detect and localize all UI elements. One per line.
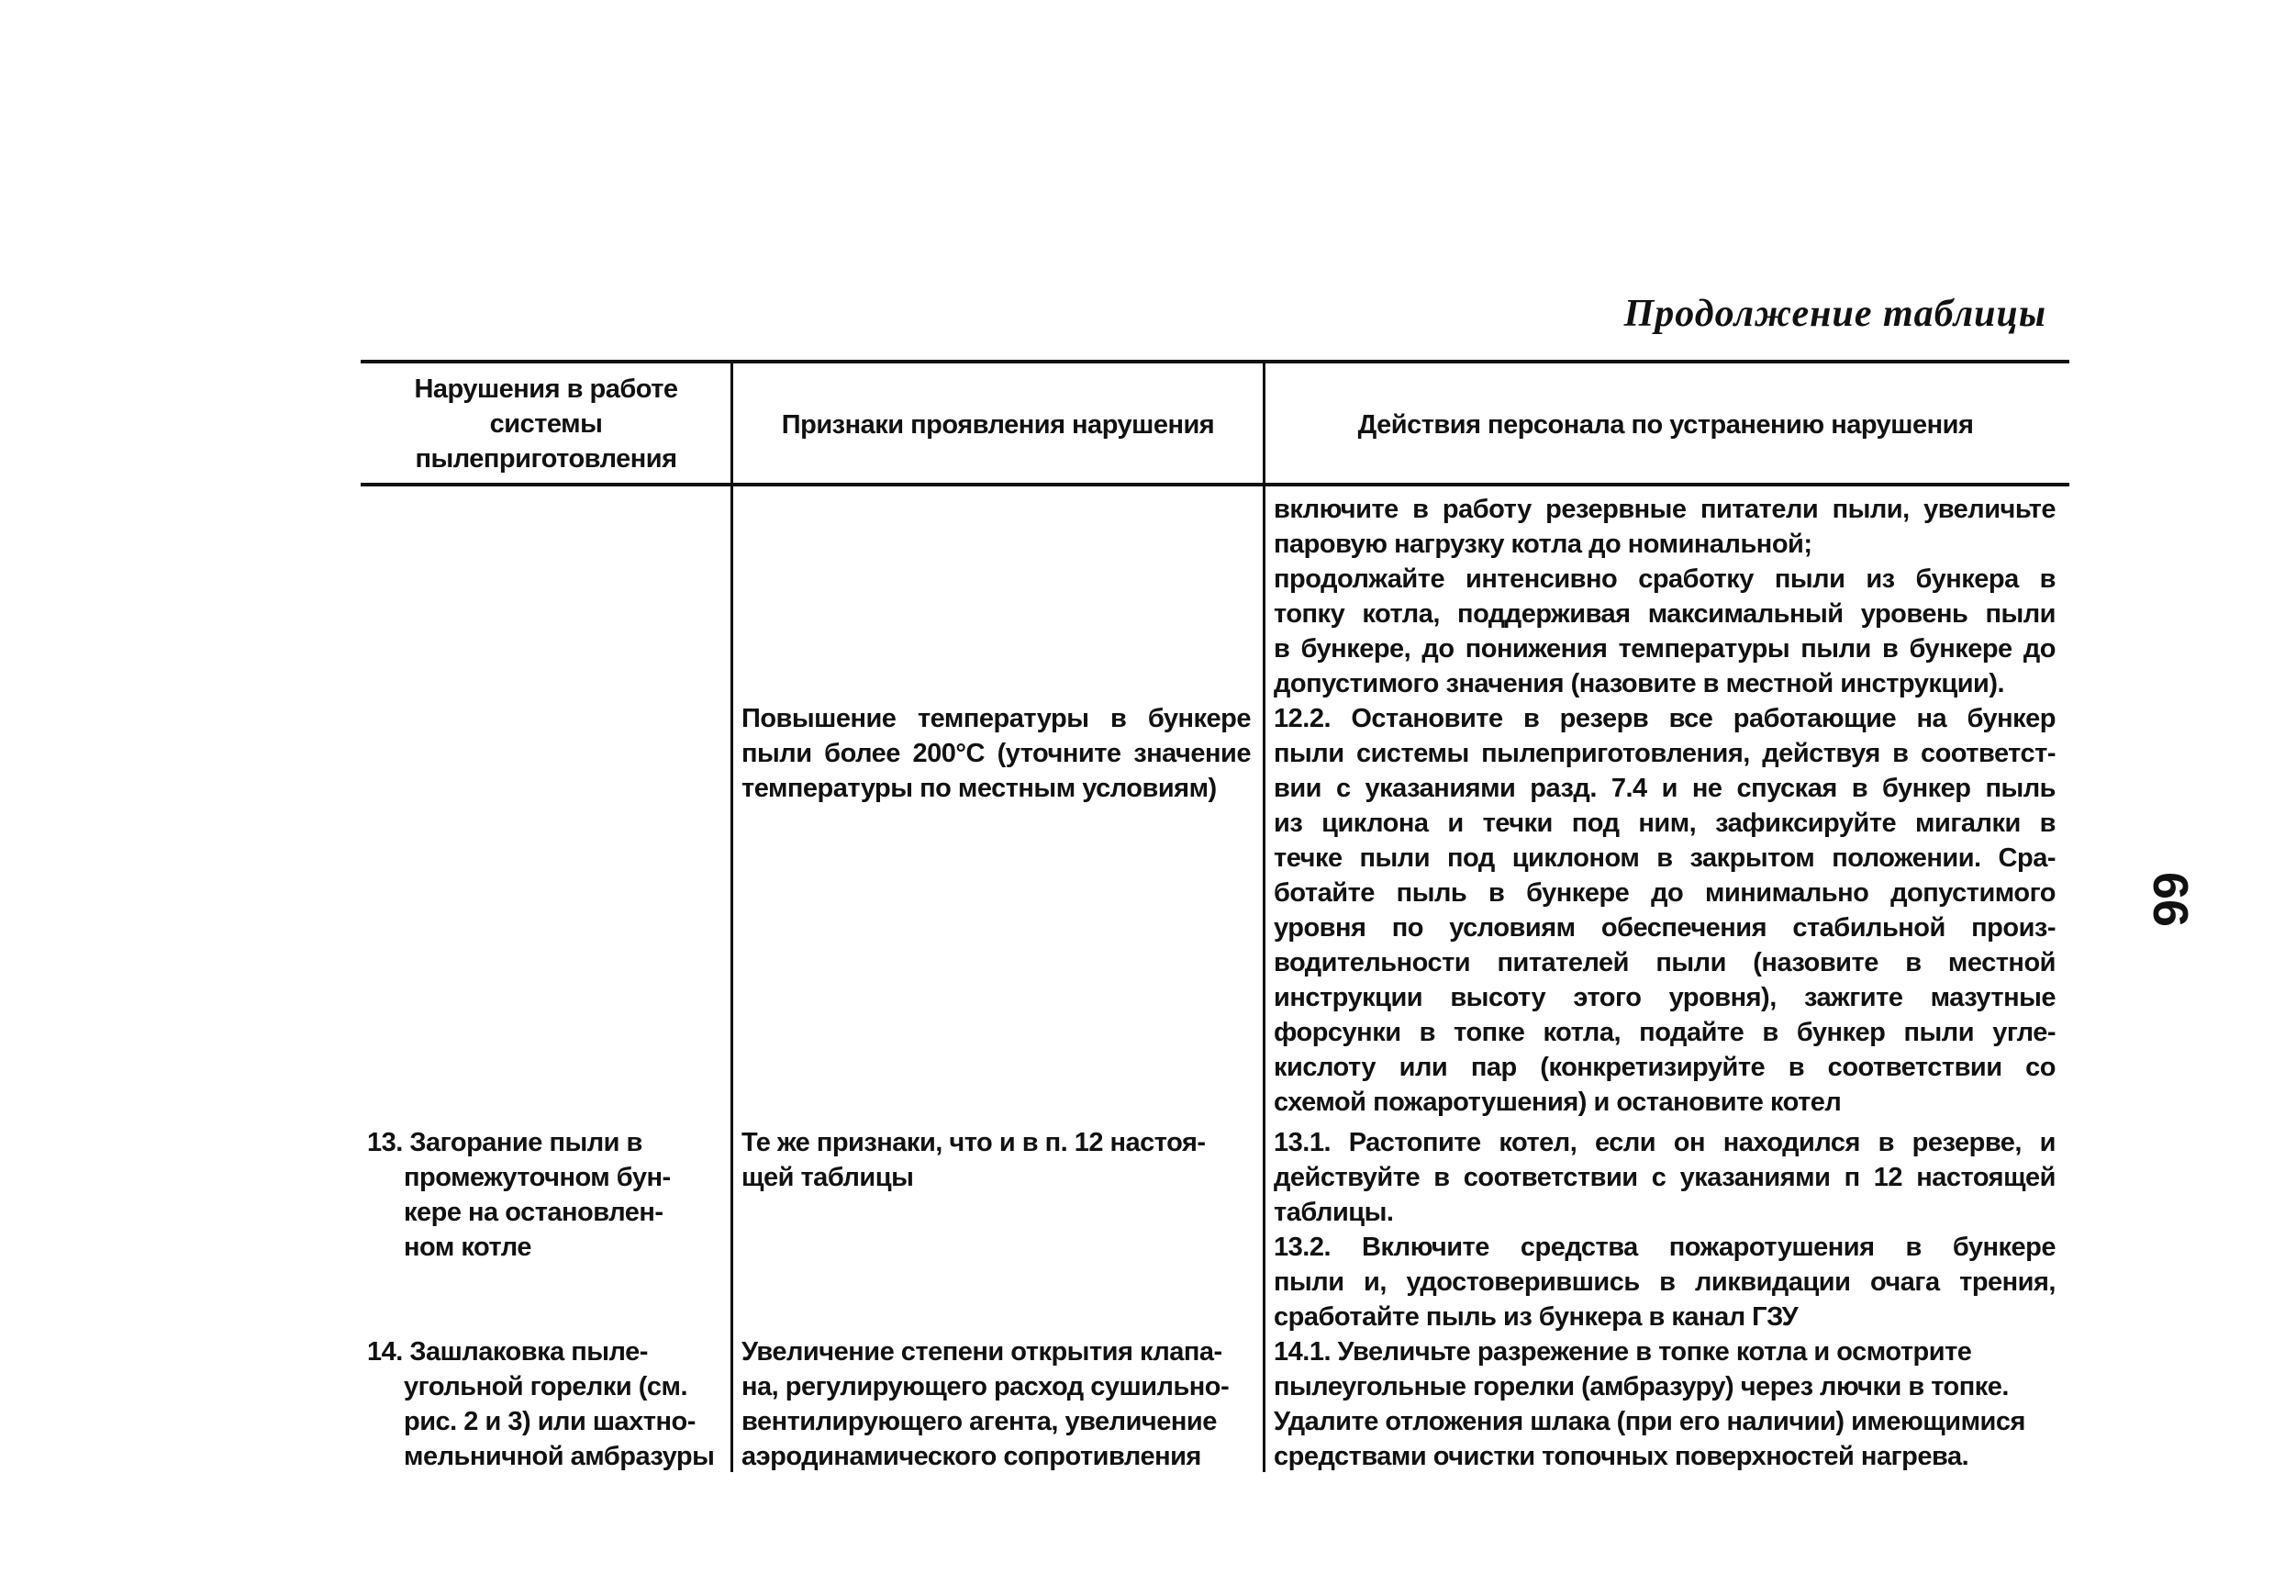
header-symptoms: Признаки проявления нарушения [781,410,1215,440]
text-line: промежуточном бун- [404,1163,671,1192]
text-line: течке пыли под циклоном в закрытом положении. Сра- [1274,843,2056,873]
text-line: вентилирующего агента, увеличение [741,1407,1217,1436]
table-continuation-caption: Продолжение таблицы [1623,293,2046,335]
text-line: таблицы. [1274,1198,1394,1227]
text-line: в бункере, до понижения температуры пыли в бункере до [1274,634,2056,664]
text-line: продолжайте интенсивно сработку пыли из бункера в [1274,564,2056,594]
text-line: рис. 2 и 3) или шахтно- [404,1407,696,1436]
text-line: 13.1. Растопите котел, если он находился в резерве, и [1274,1128,2056,1157]
text-line: из циклона и течки под ним, зафиксируйте мигалки в [1274,809,2056,838]
text-line: 13. Загорание пыли в [367,1128,642,1157]
text-line: кислоту или пар (конкретизируйте в соответствии со [1274,1053,2056,1082]
text-line: Те же признаки, что и в п. 12 настоя- [741,1128,1206,1157]
text-line: угольной горелки (см. [404,1372,688,1401]
text-line: топку котла, поддерживая максимальный уровень пыли [1274,599,2056,629]
text-line: пыли и, удостоверившись в ликвидации очага трения, [1274,1267,2056,1297]
header-bottom-rule [361,483,2069,486]
text-line: включите в работу резервные питатели пыли, увеличьте [1274,495,2056,524]
page-number: 66 [2143,871,2198,928]
column-divider-1 [730,360,733,1472]
text-line: инструкции высоту этого уровня), зажгите мазутные [1274,983,2056,1012]
text-line: ботайте пыль в бункере до минимально допустимого [1274,878,2056,908]
text-line: паровую нагрузку котла до номинальной; [1274,530,1812,559]
text-line: 13.2. Включите средства пожаротушения в бункере [1274,1233,2056,1262]
text-line: уровня по условиям обеспечения стабильной произ- [1274,913,2056,943]
text-line: вии с указаниями разд. 7.4 и не спуская в бункер пыль [1274,774,2056,803]
text-line: пылеугольные горелки (амбразуру) через лючки в топке. [1274,1372,2009,1401]
header-violations: Нарушения в работе системы пылеприготовления [414,374,678,474]
text-line: 14. Зашлаковка пыле- [367,1337,648,1367]
text-line: сработайте пыль из бункера в канал ГЗУ [1274,1302,1799,1332]
text-line: 12.2. Остановите в резерв все работающие на бункер [1274,704,2056,733]
text-line: средствами очистки топочных поверхностей нагрева. [1274,1442,1969,1471]
text-line: Увеличение степени открытия клапа- [741,1337,1222,1367]
text-line: Удалите отложения шлака (при его наличии) имеющимися [1274,1407,2025,1436]
text-line: 14.1. Увеличьте разрежение в топке котла и осмотрите [1274,1337,1972,1367]
row12-symptoms: Повышение температуры в бункере пыли более 200°С (уточните значение температуры по местным условиям) [741,704,1251,803]
text-line: на, регулирующего расход сушильно- [741,1372,1230,1401]
header-actions: Действия персонала по устранению нарушения [1357,410,1974,440]
text-line: аэродинамического сопротивления [741,1442,1201,1471]
text-line: щей таблицы [741,1163,914,1192]
text-line: водительности питателей пыли (назовите в местной [1274,948,2056,977]
table-top-rule [361,360,2069,363]
text-line: пыли системы пылеприготовления, действуя в соответст- [1274,739,2056,768]
text-line: форсунки в топке котла, подайте в бункер пыли угле- [1274,1018,2056,1047]
text-line: кере на остановлен- [404,1198,663,1227]
text-line: действуйте в соответствии с указаниями п 12 настоящей [1274,1163,2056,1192]
text-line: ном котле [404,1233,531,1262]
text-line: мельничной амбразуры [404,1442,715,1471]
text-line: схемой пожаротушения) и остановите котел [1274,1088,1842,1117]
text-line: допустимого значения (назовите в местной инструкции). [1274,669,2005,698]
column-divider-2 [1263,360,1265,1472]
